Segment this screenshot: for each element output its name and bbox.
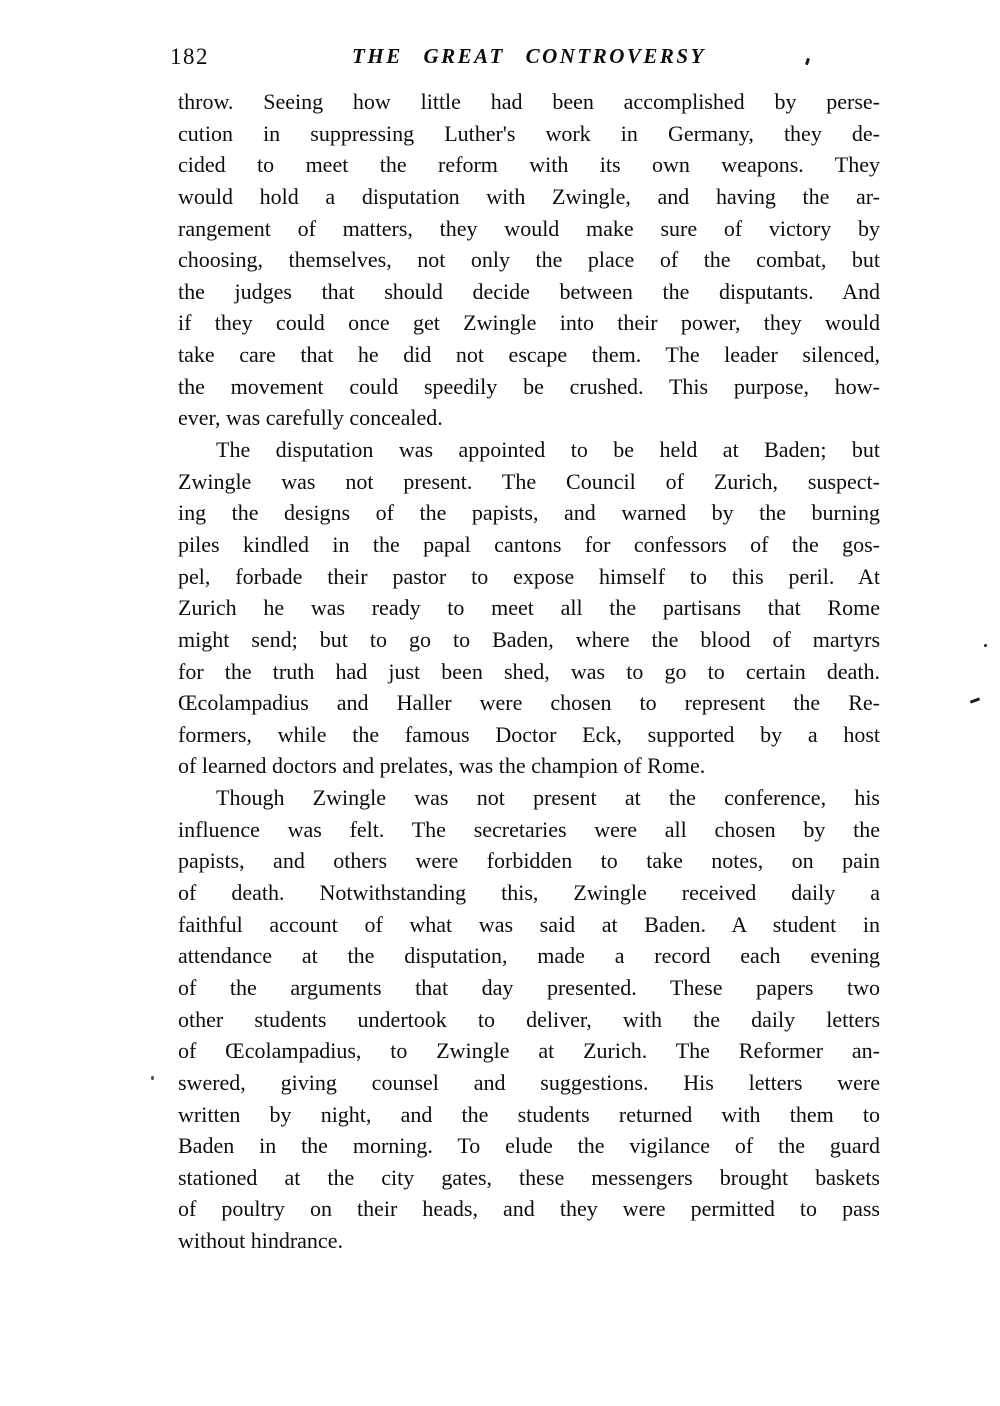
text-line: Zwingle was not present. The Council of Zurich, suspect- [178, 468, 880, 494]
text-line: the judges that should decide between the disputants. And [178, 278, 880, 304]
text-line: ing the designs of the papists, and warned by the burning [178, 500, 880, 526]
text-line: papists, and others were forbidden to take notes, on pain [178, 848, 880, 874]
text-line: Zurich he was ready to meet all the partisans that Rome [178, 595, 880, 621]
text-line: formers, while the famous Doctor Eck, supported by a host [178, 721, 880, 747]
scan-dot-artifact [984, 644, 987, 647]
text-line: attendance at the disputation, made a record each evening [178, 943, 880, 969]
text-line: for the truth had just been shed, was to go to certain death. [178, 658, 880, 684]
text-line: might send; but to go to Baden, where the blood of martyrs [178, 626, 880, 652]
text-line: throw. Seeing how little had been accomplished by perse- [178, 89, 880, 114]
text-line: without hindrance. [178, 1228, 343, 1254]
text-line: if they could once get Zwingle into their power, they would [178, 310, 880, 336]
body-text-block [178, 86, 880, 1257]
text-line: of the arguments that day presented. These papers two [178, 974, 880, 1000]
running-head-title: THE GREAT CONTROVERSY [352, 44, 706, 68]
text-line: influence was felt. The secretaries were all chosen by the [178, 816, 880, 842]
scan-dot-artifact [151, 1076, 154, 1080]
text-line: choosing, themselves, not only the place of the combat, but [178, 247, 880, 273]
text-line: piles kindled in the papal cantons for confessors of the gos- [178, 531, 880, 557]
text-line: would hold a disputation with Zwingle, and having the ar- [178, 183, 880, 209]
text-line: swered, giving counsel and suggestions. His letters were [178, 1069, 880, 1095]
text-line: the movement could speedily be crushed. This purpose, how- [178, 373, 880, 399]
text-line: written by night, and the students returned with them to [178, 1101, 880, 1127]
text-line: The disputation was appointed to be held at Baden; but [216, 437, 880, 463]
text-line: pel, forbade their pastor to expose himself to this peril. At [178, 563, 880, 589]
text-line: ever, was carefully concealed. [178, 405, 443, 431]
text-line: cution in suppressing Luther's work in Germany, they de- [178, 120, 880, 146]
text-line: of death. Notwithstanding this, Zwingle received daily a [178, 880, 880, 906]
text-line: rangement of matters, they would make sure of victory by [178, 215, 880, 241]
text-line: Though Zwingle was not present at the conference, his [216, 785, 880, 811]
text-line: faithful account of what was said at Baden. A student in [178, 911, 880, 937]
text-line: Baden in the morning. To elude the vigilance of the guard [178, 1133, 880, 1159]
text-line: stationed at the city gates, these messengers brought baskets [178, 1164, 880, 1190]
page-number: 182 [170, 44, 209, 69]
text-line: other students undertook to deliver, with the daily letters [178, 1006, 880, 1032]
text-line: of poultry on their heads, and they were permitted to pass [178, 1196, 880, 1222]
text-line: Œcolampadius and Haller were chosen to represent the Re- [178, 690, 880, 716]
text-line: take care that he did not escape them. The leader silenced, [178, 342, 880, 368]
scan-tick-artifact [970, 697, 980, 703]
text-line: of Œcolampadius, to Zwingle at Zurich. The Reformer an- [178, 1038, 880, 1064]
text-line: of learned doctors and prelates, was the champion of Rome. [178, 753, 706, 779]
text-line: cided to meet the reform with its own weapons. They [178, 152, 880, 178]
